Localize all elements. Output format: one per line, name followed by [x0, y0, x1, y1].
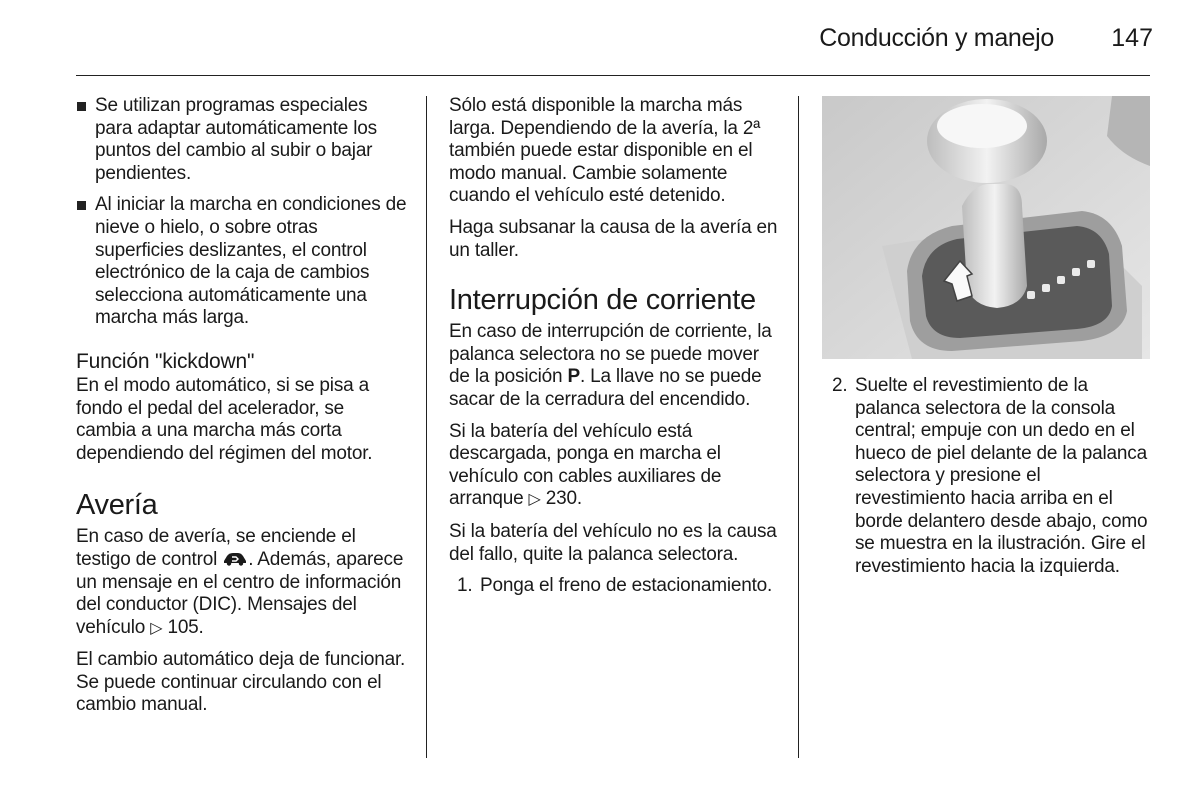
bullet-text: Al iniciar la marcha en condiciones de nieve o hielo, o sobre otras superficies deslizantes, el control electrónico de la caja de cambios selecciona automáticamente una marcha más larga.	[95, 194, 407, 329]
page-reference-arrow-icon: ▷	[528, 491, 541, 509]
averia-paragraph-2: El cambio automático deja de funcionar. Se puede continuar circulando con el cambio manual.	[76, 649, 406, 716]
column-3	[830, 375, 1152, 578]
averia-paragraph-1: En caso de avería, se enciende el testigo de control . Además, aparece un mensaje en el centro de información del conductor (DIC). Mensajes del vehículo ▷ 105.	[76, 526, 404, 638]
kickdown-text: En el modo automático, si se pisa a fondo el pedal del acelerador, se cambia a una marcha más corta dependiendo del régimen del motor.	[76, 374, 373, 464]
section-title: Conducción y manejo	[819, 24, 1054, 52]
bullet-square	[77, 102, 86, 111]
page-reference-arrow-icon: ▷	[150, 619, 163, 637]
column-2	[449, 95, 783, 598]
kickdown-heading: Función "kickdown"	[76, 349, 255, 373]
column-divider-1	[426, 96, 427, 758]
averia-heading: Avería	[76, 489, 158, 522]
column-1	[76, 95, 408, 726]
gear-selector-lever-photo	[822, 96, 1150, 359]
step-1	[449, 575, 783, 598]
step-text: Suelte el revestimiento de la palanca selectora de la consola central; empuje con un dedo en el hueco de piel delante de la palanca selectora y presione el revestimiento hacia arriba en el borde delantero desde abajo, como se muestra en la ilustración. Gire el revestimiento hacia la izquierda.	[855, 375, 1148, 577]
list-item	[76, 194, 408, 330]
step-number: 1.	[457, 575, 473, 597]
page-reference[interactable]: 230.	[545, 488, 582, 510]
step-number: 2.	[832, 375, 848, 396]
bullet-text: Se utilizan programas especiales para adaptar automáticamente los puntos del cambio al subir o bajar pendientes.	[95, 95, 377, 184]
interrupcion-paragraph-1: En caso de interrupción de corriente, la palanca selectora no se puede mover de la posición P. La llave no se puede sacar de la cerradura del encendido.	[449, 321, 772, 410]
paragraph: Sólo está disponible la marcha más larga. Dependiendo de la avería, la 2ª también puede estar disponible en el modo manual. Cambie solamente cuando el vehículo esté detenido.	[449, 95, 761, 207]
paragraph: Haga subsanar la causa de la avería en un taller.	[449, 216, 778, 261]
page-reference[interactable]: 105.	[167, 616, 204, 638]
bullet-square	[77, 201, 86, 210]
list-item	[76, 95, 408, 185]
interrupcion-heading: Interrupción de corriente	[449, 284, 756, 317]
column-divider-2	[798, 96, 799, 758]
interrupcion-paragraph-3: Si la batería del vehículo no es la causa del fallo, quite la palanca selectora.	[449, 520, 777, 565]
step-text: Ponga el freno de estacionamiento.	[480, 575, 773, 597]
step-2	[830, 375, 1152, 578]
header-rule	[76, 75, 1150, 76]
gear-position-p: P	[567, 366, 580, 388]
interrupcion-paragraph-2: Si la batería del vehículo está descargada, ponga en marcha el vehículo con cables auxiliares de arranque ▷ 230.	[449, 420, 722, 510]
car-wrench-warning-icon	[222, 551, 248, 566]
page-number: 147	[1111, 24, 1153, 52]
gear-selector-illustration	[822, 96, 1150, 359]
